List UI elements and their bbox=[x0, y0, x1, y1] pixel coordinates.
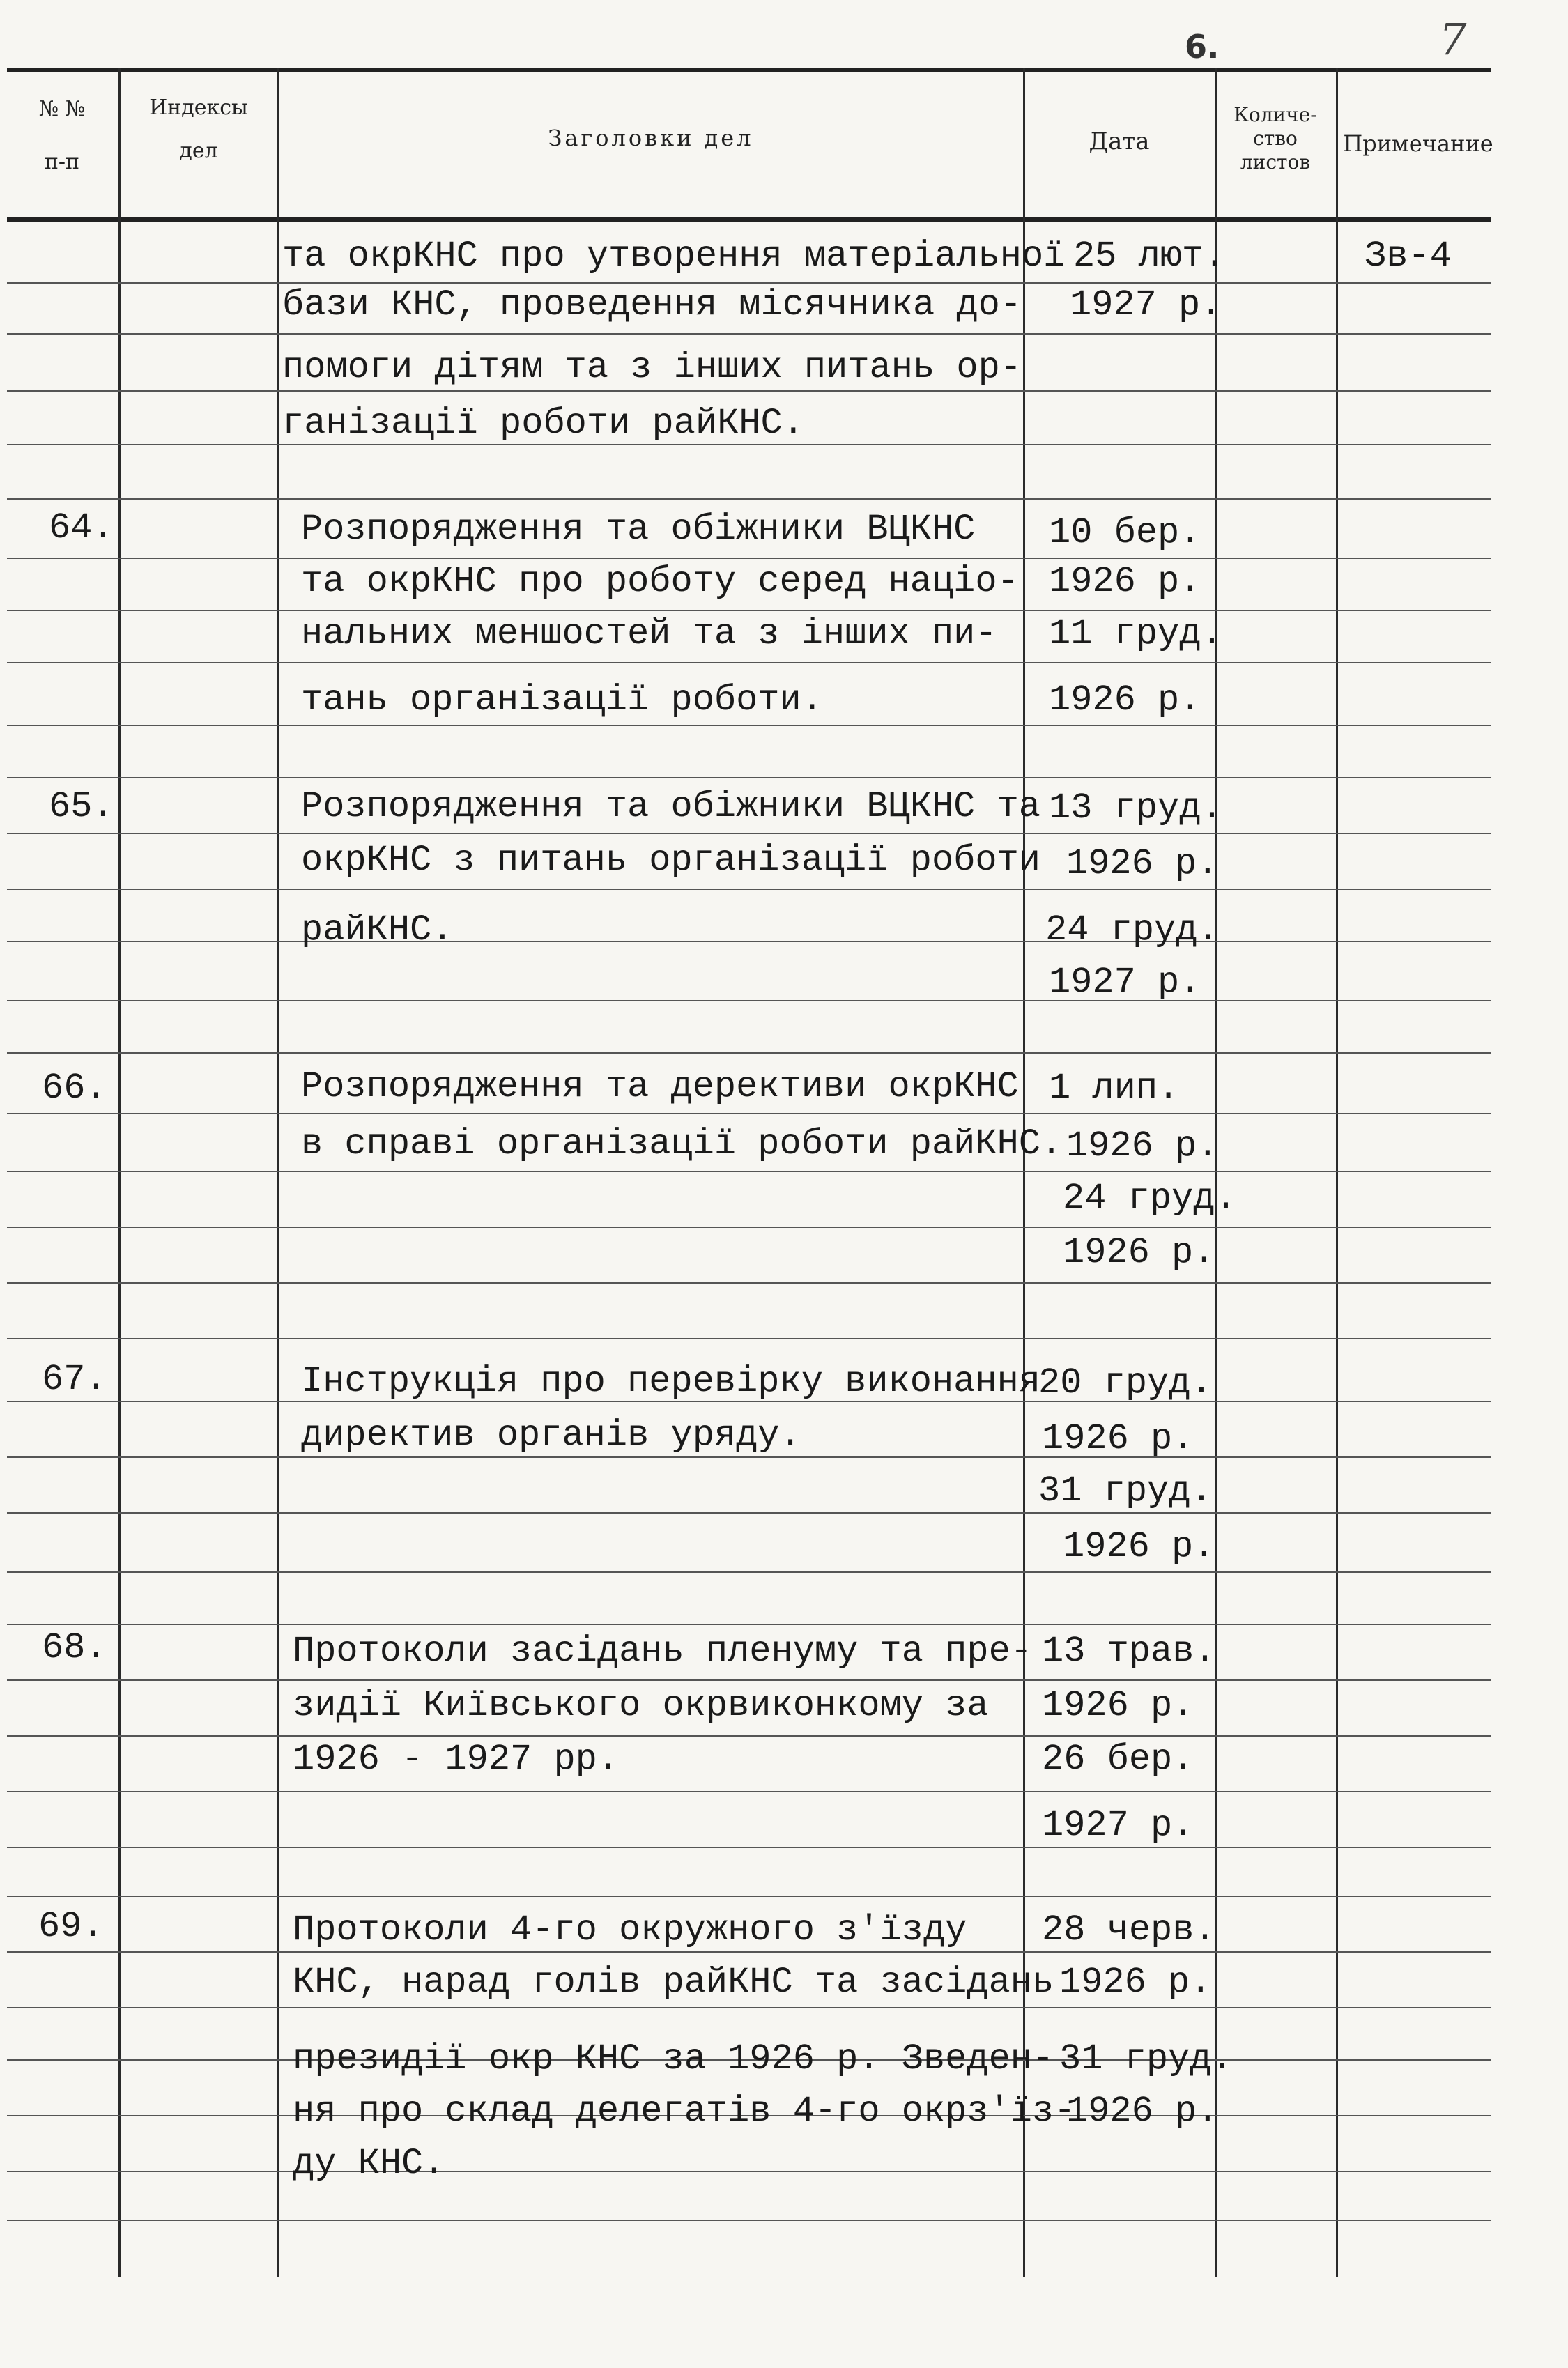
ruled-line bbox=[7, 1338, 1491, 1339]
entry-title-line: нальних меншостей та з інших пи- bbox=[301, 613, 997, 654]
ruled-line bbox=[7, 1735, 1491, 1737]
entry-date-line: 1927 р. bbox=[1049, 962, 1201, 1003]
header-count-line3: листов bbox=[1240, 151, 1311, 174]
entry-date-line: 1926 р. bbox=[1059, 1962, 1212, 2003]
entry-title-line: Розпорядження та дерективи окрКНС bbox=[301, 1066, 1019, 1107]
entry-date-line: 28 черв. bbox=[1042, 1909, 1216, 1951]
entry-date-line: 11 груд. bbox=[1049, 613, 1223, 654]
entry-date-line: 25 лют. bbox=[1073, 236, 1226, 277]
entry-date-line: 1926 р. bbox=[1049, 679, 1201, 721]
entry-date-line: 13 груд. bbox=[1049, 787, 1223, 829]
table-top-rule bbox=[7, 68, 1491, 72]
column-divider-index bbox=[118, 68, 121, 2277]
entry-date-line: 1926 р. bbox=[1066, 1125, 1219, 1167]
entry-note: Зв-4 bbox=[1365, 236, 1452, 277]
entry-number: 67. bbox=[42, 1359, 107, 1400]
entry-date-line: 31 груд. bbox=[1059, 2038, 1233, 2079]
ruled-line bbox=[7, 941, 1491, 942]
ruled-line bbox=[7, 833, 1491, 834]
entry-title-line: Протоколи 4-го окружного з'їзду bbox=[293, 1909, 967, 1951]
ruled-line bbox=[7, 1052, 1491, 1054]
entry-date-line: 1926 р. bbox=[1066, 843, 1219, 884]
entry-title-line: 1926 - 1927 рр. bbox=[293, 1739, 620, 1780]
ruled-line bbox=[7, 610, 1491, 611]
header-count-line2: ство bbox=[1253, 127, 1298, 150]
entry-number: 65. bbox=[49, 786, 114, 827]
entry-title-line: райКНС. bbox=[301, 909, 454, 951]
entry-title-line: директив органів уряду. bbox=[301, 1415, 801, 1456]
entry-title-line: Розпорядження та обіжники ВЦКНС bbox=[301, 509, 976, 550]
entry-title-line: зидії Київського окрвиконкому за bbox=[293, 1685, 989, 1726]
ruled-line bbox=[7, 725, 1491, 726]
entry-date-line: 1926 р. bbox=[1066, 2091, 1219, 2132]
ruled-line bbox=[7, 1847, 1491, 1848]
entry-date-line: 13 трав. bbox=[1042, 1631, 1216, 1672]
page-number: 6. bbox=[1185, 28, 1220, 66]
ruled-line bbox=[7, 777, 1491, 778]
entry-date-line: 1927 р. bbox=[1042, 1805, 1194, 1846]
entry-date-line: 31 груд. bbox=[1038, 1470, 1213, 1512]
ruled-line bbox=[7, 2220, 1491, 2221]
header-count bbox=[1217, 103, 1334, 174]
ruled-line bbox=[7, 558, 1491, 559]
header-date: Дата bbox=[1089, 128, 1150, 155]
entry-number: 68. bbox=[42, 1627, 107, 1668]
ruled-line bbox=[7, 1791, 1491, 1792]
ruled-line bbox=[7, 2171, 1491, 2172]
entry-title-line: Протоколи засідань пленуму та пре- bbox=[293, 1631, 1032, 1672]
entry-date-line: 1926 р. bbox=[1042, 1685, 1194, 1726]
ruled-line bbox=[7, 1624, 1491, 1625]
ruled-line bbox=[7, 1282, 1491, 1284]
entry-title-line: бази КНС, проведення місячника до- bbox=[282, 284, 1022, 325]
ruled-line bbox=[7, 1571, 1491, 1573]
ruled-line bbox=[7, 1456, 1491, 1458]
ruled-line bbox=[7, 1000, 1491, 1001]
ruled-line bbox=[7, 1113, 1491, 1114]
entry-date-line: 24 груд. bbox=[1063, 1178, 1237, 1219]
entry-title-line: Розпорядження та обіжники ВЦКНС та bbox=[301, 786, 1040, 827]
entry-title-line: в справі організації роботи райКНС. bbox=[301, 1123, 1063, 1164]
ruled-line bbox=[7, 1679, 1491, 1681]
header-count-line1: Количе- bbox=[1233, 103, 1317, 126]
entry-title-line: та окрКНС про роботу серед націо- bbox=[301, 561, 1019, 602]
ruled-line bbox=[7, 1227, 1491, 1228]
header-titles: Заголовки дел bbox=[548, 125, 754, 151]
entry-title-line: ганізації роботи райКНС. bbox=[282, 403, 804, 444]
entry-title-line: КНС, нарад голів райКНС та засідань bbox=[293, 1962, 1054, 2003]
entry-date-line: 1926 р. bbox=[1063, 1232, 1215, 1273]
entry-title-line: Інструкція про перевірку виконання bbox=[301, 1361, 1040, 1402]
ruled-line bbox=[7, 282, 1491, 284]
column-divider-date bbox=[1023, 68, 1025, 2277]
entry-title-line: тань організації роботи. bbox=[301, 679, 823, 721]
ruled-line bbox=[7, 1951, 1491, 1953]
ruled-line bbox=[7, 1896, 1491, 1897]
entry-date-line: 26 бер. bbox=[1042, 1739, 1194, 1780]
entry-title-line: президії окр КНС за 1926 р. Зведен- bbox=[293, 2038, 1054, 2079]
column-divider-note bbox=[1336, 68, 1338, 2277]
entry-number: 66. bbox=[42, 1068, 107, 1109]
entry-date-line: 1926 р. bbox=[1049, 561, 1201, 602]
entry-title-line: окрКНС з питань організації роботи bbox=[301, 840, 1040, 881]
entry-date-line: 10 бер. bbox=[1049, 512, 1201, 553]
entry-title-line: помоги дітям та з інших питань ор- bbox=[282, 347, 1022, 388]
ruled-line bbox=[7, 662, 1491, 663]
ruled-line bbox=[7, 2007, 1491, 2008]
entry-title-line: та окрКНС про утворення матеріальної bbox=[282, 236, 1066, 277]
ruled-line bbox=[7, 498, 1491, 500]
column-divider-title bbox=[277, 68, 279, 2277]
header-index-line2: дел bbox=[179, 138, 218, 163]
entry-title-line: ня про склад делегатів 4-го окрз'їз- bbox=[293, 2091, 1076, 2132]
ruled-line bbox=[7, 889, 1491, 890]
entry-title-line: ду КНС. bbox=[293, 2143, 445, 2184]
header-bottom-rule bbox=[7, 217, 1491, 222]
entry-date-line: 24 груд. bbox=[1045, 909, 1220, 951]
entry-date-line: 1926 р. bbox=[1063, 1526, 1215, 1567]
entry-date-line: 1926 р. bbox=[1042, 1418, 1194, 1459]
entry-date-line: 1927 р. bbox=[1070, 284, 1222, 325]
header-index bbox=[123, 95, 275, 164]
header-index-line1: Индексы bbox=[149, 95, 248, 120]
ruled-line bbox=[7, 333, 1491, 335]
entry-date-line: 1 лип. bbox=[1049, 1068, 1180, 1109]
sheet-number-handwritten: 7 bbox=[1439, 14, 1467, 65]
header-number-line1: № № bbox=[38, 97, 86, 121]
header-number-line2: п-п bbox=[44, 149, 80, 174]
ruled-line bbox=[7, 1512, 1491, 1514]
ruled-line bbox=[7, 1171, 1491, 1172]
ruled-line bbox=[7, 390, 1491, 392]
entry-number: 69. bbox=[38, 1906, 104, 1947]
entry-date-line: 20 груд. bbox=[1038, 1362, 1213, 1404]
header-number bbox=[10, 96, 114, 175]
header-note: Примечание bbox=[1343, 130, 1493, 157]
entry-number: 64. bbox=[49, 507, 114, 548]
